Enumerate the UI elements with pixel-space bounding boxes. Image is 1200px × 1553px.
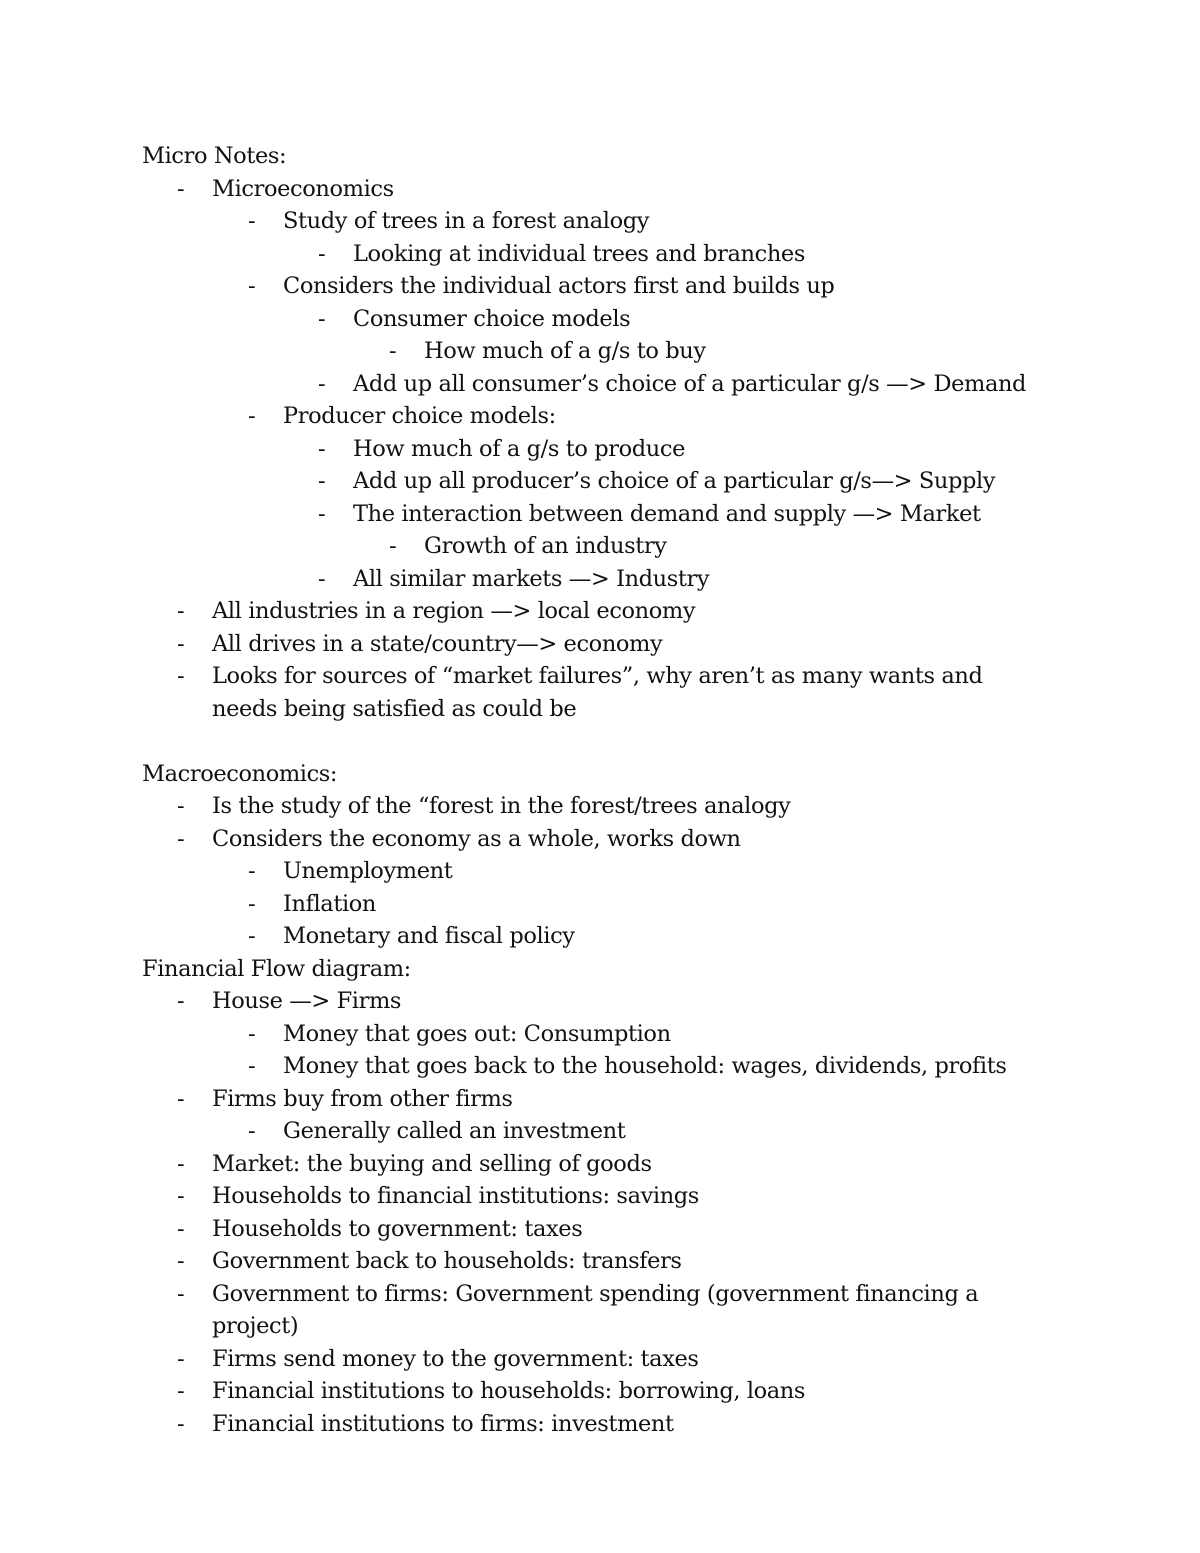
list-item xyxy=(142,628,1082,661)
list-item xyxy=(142,303,1082,336)
list-item-text: Add up all producer’s choice of a particular g/s—> Supply xyxy=(353,468,996,494)
list-item-text: Add up all consumer’s choice of a particular g/s —> Demand xyxy=(353,370,1027,397)
list-item xyxy=(142,530,1082,563)
bullet-dash: - xyxy=(318,500,326,527)
list-item-text: Government to firms: Government spending (government financing a project) xyxy=(212,1280,979,1339)
list-item xyxy=(142,335,1082,368)
section-heading: Micro Notes: xyxy=(142,143,287,169)
bullet-dash: - xyxy=(177,598,185,624)
bullet-dash: - xyxy=(177,1085,185,1112)
section-heading: Financial Flow diagram: xyxy=(142,955,411,982)
bullet-dash: - xyxy=(177,988,185,1014)
list-item xyxy=(142,855,1082,888)
bullet-dash: - xyxy=(318,565,326,592)
list-item xyxy=(142,1115,1082,1148)
list-item-text: Monetary and fiscal policy xyxy=(283,923,575,949)
list-item-text: Firms buy from other firms xyxy=(212,1085,513,1112)
list-item-text: How much of a g/s to buy xyxy=(424,338,706,364)
list-item xyxy=(142,1408,1082,1441)
bullet-dash: - xyxy=(177,1150,185,1177)
list-item-text: Study of trees in a forest analogy xyxy=(283,208,650,234)
list-item xyxy=(142,1148,1082,1181)
bullet-dash: - xyxy=(177,1378,185,1404)
list-item xyxy=(142,920,1082,953)
section-financial-flow-diagram xyxy=(142,953,1082,1441)
list-item xyxy=(142,1213,1082,1246)
list-item xyxy=(142,498,1082,531)
bullet-dash: - xyxy=(177,1345,185,1372)
bullet-dash: - xyxy=(177,663,185,689)
list-item-text: Looking at individual trees and branches xyxy=(353,240,805,267)
list-item-text: Money that goes out: Consumption xyxy=(283,1020,671,1047)
bullet-dash: - xyxy=(248,858,256,884)
list-item xyxy=(142,1050,1082,1083)
bullet-dash: - xyxy=(248,1020,256,1047)
bullet-dash: - xyxy=(318,435,326,462)
bullet-dash: - xyxy=(177,825,185,852)
list-item xyxy=(142,368,1082,401)
list-item xyxy=(142,205,1082,238)
bullet-dash: - xyxy=(389,338,397,364)
list-item-text: Government back to households: transfers xyxy=(212,1248,682,1274)
section-micro-notes xyxy=(142,140,1082,725)
list-item xyxy=(142,173,1082,206)
bullet-dash: - xyxy=(248,208,256,234)
bullet-dash: - xyxy=(389,533,397,559)
list-item-text: The interaction between demand and supply —> Market xyxy=(353,500,981,527)
section-spacer xyxy=(142,725,1082,758)
bullet-dash: - xyxy=(177,1280,185,1307)
bullet-dash: - xyxy=(177,1410,185,1437)
list-item xyxy=(142,238,1082,271)
list-item xyxy=(142,790,1082,823)
bullet-dash: - xyxy=(177,630,185,657)
bullet-dash: - xyxy=(177,1215,185,1242)
list-item xyxy=(142,563,1082,596)
list-item xyxy=(142,1278,1082,1343)
list-item xyxy=(142,1375,1082,1408)
list-item-text: Financial institutions to firms: investment xyxy=(212,1410,674,1437)
list-item-text: Microeconomics xyxy=(212,175,394,202)
document-page xyxy=(142,140,1082,1440)
bullet-dash: - xyxy=(177,1183,185,1209)
list-item xyxy=(142,1343,1082,1376)
list-item-text: Producer choice models: xyxy=(283,403,556,429)
list-item-text: Inflation xyxy=(283,890,376,917)
section-macroeconomics xyxy=(142,758,1082,953)
bullet-dash: - xyxy=(177,1248,185,1274)
list-item-text: All drives in a state/country—> economy xyxy=(212,630,663,657)
bullet-dash: - xyxy=(248,923,256,949)
list-item xyxy=(142,400,1082,433)
bullet-dash: - xyxy=(248,403,256,429)
list-item-text: Market: the buying and selling of goods xyxy=(212,1150,652,1177)
list-item xyxy=(142,985,1082,1018)
list-item-text: All similar markets —> Industry xyxy=(353,565,710,592)
bullet-dash: - xyxy=(248,1118,256,1144)
list-item-text: Looks for sources of “market failures”, why aren’t as many wants and needs being satisfied as could be xyxy=(212,663,983,722)
list-item-text: Considers the individual actors first and builds up xyxy=(283,273,835,299)
bullet-dash: - xyxy=(318,370,326,397)
bullet-dash: - xyxy=(318,468,326,494)
list-item-text: Money that goes back to the household: wages, dividends, profits xyxy=(283,1053,1007,1079)
section-heading: Macroeconomics: xyxy=(142,760,338,787)
list-item xyxy=(142,1018,1082,1051)
bullet-dash: - xyxy=(248,1053,256,1079)
list-item-text: Growth of an industry xyxy=(424,533,667,559)
list-item xyxy=(142,433,1082,466)
bullet-dash: - xyxy=(318,240,326,267)
list-item xyxy=(142,1083,1082,1116)
list-item xyxy=(142,888,1082,921)
list-item-text: All industries in a region —> local economy xyxy=(212,598,696,624)
bullet-dash: - xyxy=(318,305,326,332)
list-item-text: Is the study of the “forest in the forest/trees analogy xyxy=(212,793,791,819)
list-item xyxy=(142,660,1082,725)
bullet-dash: - xyxy=(177,793,185,819)
list-item xyxy=(142,1245,1082,1278)
list-item xyxy=(142,595,1082,628)
list-item-text: Financial institutions to households: borrowing, loans xyxy=(212,1378,806,1404)
list-item-text: House —> Firms xyxy=(212,988,402,1014)
list-item-text: Households to government: taxes xyxy=(212,1215,583,1242)
list-item-text: Unemployment xyxy=(283,858,453,884)
list-item-text: Firms send money to the government: taxes xyxy=(212,1345,699,1372)
bullet-dash: - xyxy=(248,890,256,917)
list-item-text: Considers the economy as a whole, works down xyxy=(212,825,741,852)
list-item-text: Households to financial institutions: savings xyxy=(212,1183,699,1209)
list-item-text: How much of a g/s to produce xyxy=(353,435,685,462)
list-item xyxy=(142,823,1082,856)
list-item xyxy=(142,1180,1082,1213)
list-item xyxy=(142,270,1082,303)
bullet-dash: - xyxy=(177,175,185,202)
bullet-dash: - xyxy=(248,273,256,299)
list-item-text: Consumer choice models xyxy=(353,305,631,332)
list-item-text: Generally called an investment xyxy=(283,1118,626,1144)
list-item xyxy=(142,465,1082,498)
